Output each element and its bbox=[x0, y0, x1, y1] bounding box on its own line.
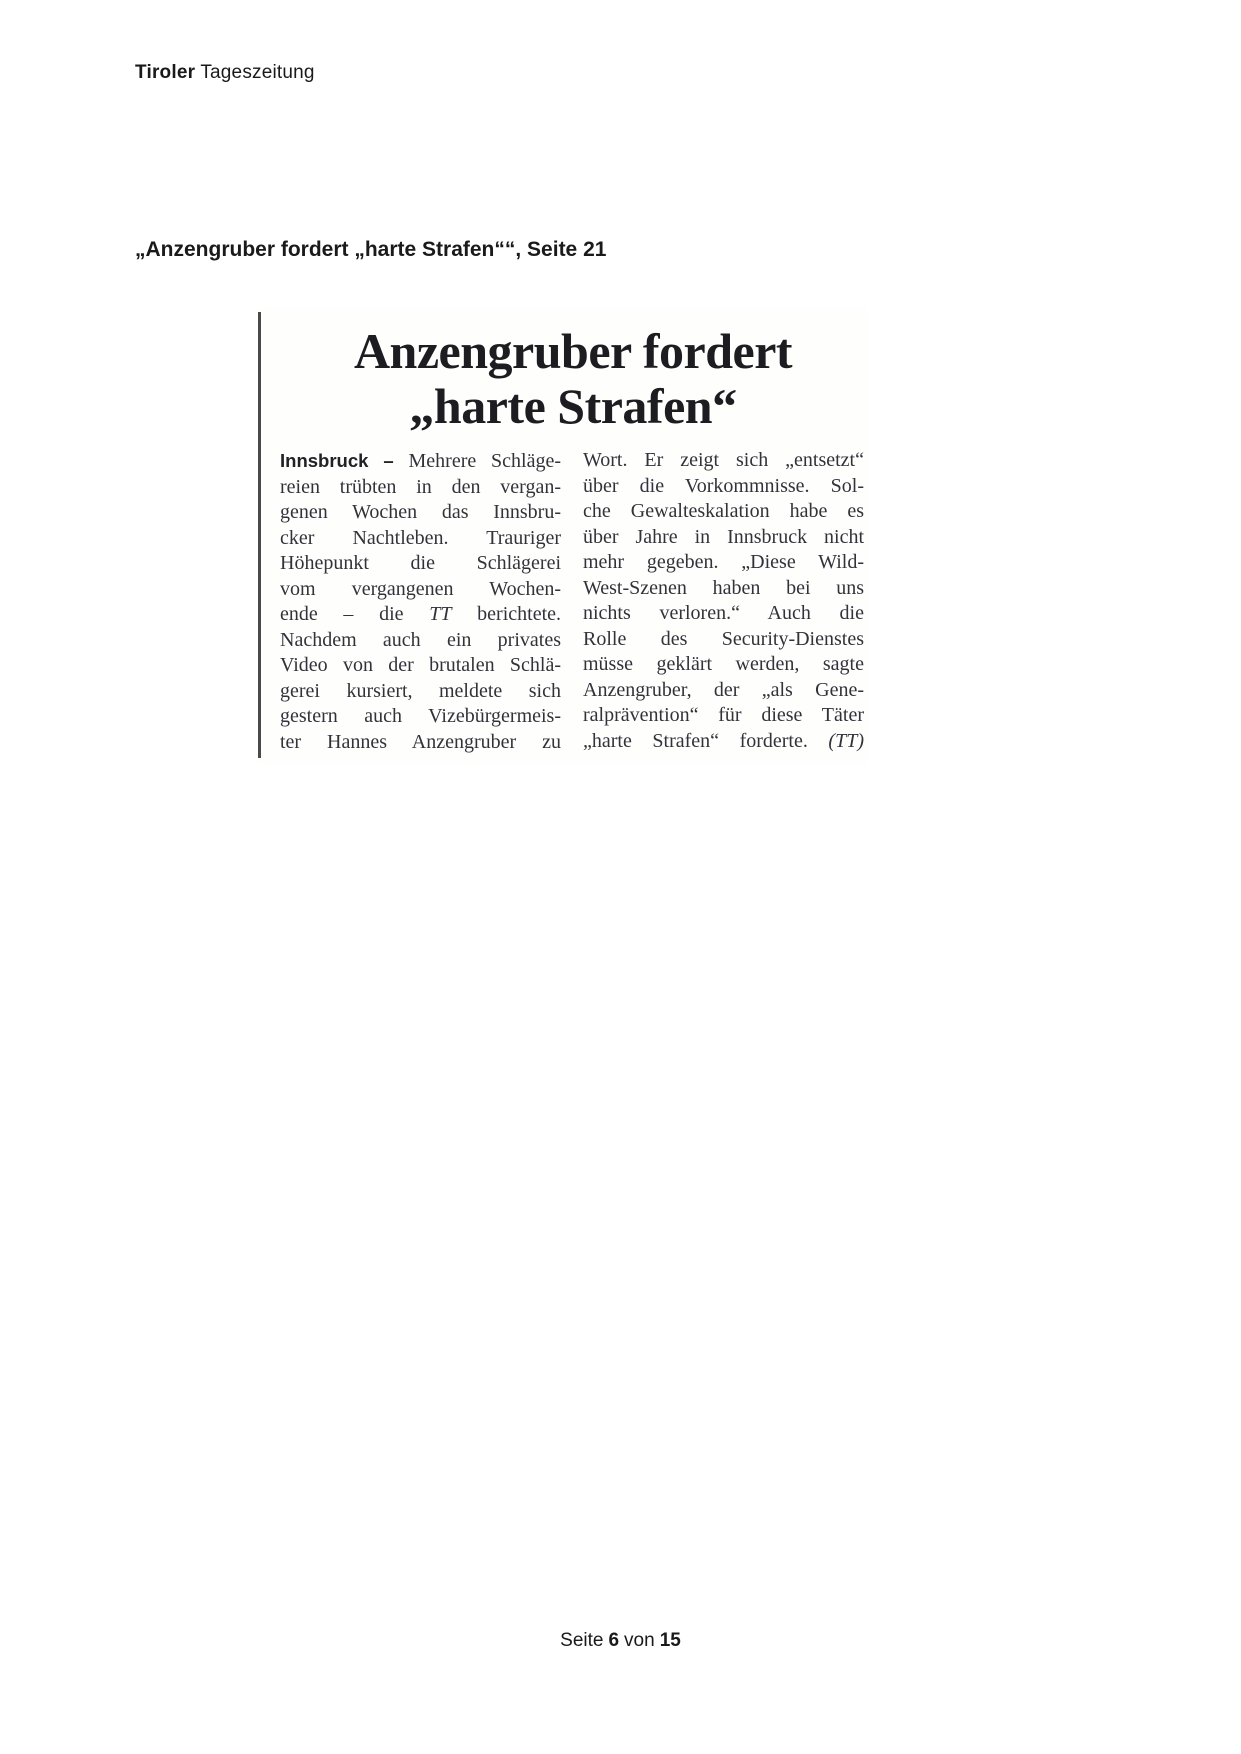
article-text-line bbox=[583, 627, 864, 653]
article-text-line bbox=[280, 448, 561, 475]
article-text-segment: Mehrere Schläge- bbox=[408, 450, 561, 472]
article-text-segment: gestern auch Vizebürgermeis- bbox=[280, 705, 561, 727]
article-column-right bbox=[583, 448, 864, 755]
article-text-line bbox=[280, 704, 561, 730]
article-columns bbox=[280, 448, 866, 755]
article-text-segment: müsse geklärt werden, sagte bbox=[583, 653, 864, 675]
article-text-line bbox=[280, 602, 561, 628]
article-text-segment: mehr gegeben. „Diese Wild- bbox=[583, 551, 864, 573]
article-text-segment: Wort. Er zeigt sich „entsetzt“ bbox=[583, 449, 864, 471]
article-text-line bbox=[583, 499, 864, 525]
footer-word-of: von bbox=[624, 1630, 655, 1651]
page-title: „Anzengruber fordert „harte Strafen““, Seite 21 bbox=[135, 238, 607, 261]
article-text-segment: „harte Strafen“ forderte. bbox=[583, 729, 829, 752]
article-text-segment: Rolle des Security-Dienstes bbox=[583, 627, 864, 650]
article-text-line bbox=[583, 576, 864, 602]
newspaper-brand bbox=[135, 62, 315, 84]
article-text-segment: nichts verloren.“ Auch die bbox=[583, 602, 864, 624]
article-dateline: Innsbruck – bbox=[280, 450, 409, 471]
article-text-line bbox=[583, 525, 864, 551]
clipping-left-rule bbox=[258, 312, 261, 758]
article-text-segment: Nachdem auch ein privates bbox=[280, 628, 561, 651]
article-text-segment: über Jahre in Innsbruck nicht bbox=[583, 525, 864, 548]
article-text-line bbox=[280, 653, 561, 679]
article-text-segment: genen Wochen das Innsbru- bbox=[280, 501, 561, 523]
article-headline-line2: „harte Strafen“ bbox=[409, 378, 737, 434]
article-text-line bbox=[583, 729, 864, 755]
article-text-line bbox=[280, 628, 561, 654]
article-text-line bbox=[583, 678, 864, 704]
article-text-segment: Video von der brutalen Schlä- bbox=[280, 654, 561, 676]
article-text-line bbox=[583, 550, 864, 576]
article-text-segment: ende – die bbox=[280, 603, 430, 625]
article-text-line bbox=[583, 652, 864, 678]
article-text-line bbox=[280, 526, 561, 552]
article-text-line bbox=[280, 577, 561, 603]
article-text-line bbox=[583, 703, 864, 729]
newspaper-clipping bbox=[258, 308, 868, 764]
footer-total-pages: 15 bbox=[659, 1630, 681, 1651]
article-text-segment: che Gewalteskalation habe es bbox=[583, 500, 864, 522]
article-text-line bbox=[280, 730, 561, 756]
footer-word-page: Seite bbox=[560, 1630, 604, 1651]
page-footer bbox=[0, 1630, 1241, 1652]
article-text-line bbox=[280, 551, 561, 577]
article-text-line bbox=[583, 474, 864, 500]
article-text-segment: vom vergangenen Wochen- bbox=[280, 577, 561, 600]
article-text-line bbox=[280, 475, 561, 501]
article-text-segment: (TT) bbox=[828, 729, 864, 752]
article-text-line bbox=[280, 500, 561, 526]
clipping-content bbox=[280, 308, 866, 755]
article-text-segment: cker Nachtleben. Trauriger bbox=[280, 526, 561, 549]
article-headline bbox=[280, 324, 866, 434]
footer-current-page: 6 bbox=[608, 1630, 620, 1651]
brand-name-bold: Tiroler bbox=[135, 62, 196, 83]
article-text-segment: Höhepunkt die Schlägerei bbox=[280, 552, 561, 574]
article-text-segment: berichtete. bbox=[451, 603, 562, 625]
article-text-segment: TT bbox=[429, 603, 452, 625]
article-text-line bbox=[280, 679, 561, 705]
article-text-line bbox=[583, 448, 864, 474]
article-text-segment: ralprävention“ für diese Täter bbox=[583, 704, 864, 726]
article-text-segment: ter Hannes Anzengruber zu bbox=[280, 730, 561, 753]
article-headline-line1: Anzengruber fordert bbox=[353, 323, 793, 379]
article-text-segment: West-Szenen haben bei uns bbox=[583, 576, 864, 599]
article-text-segment: über die Vorkommnisse. Sol- bbox=[583, 474, 864, 497]
article-text-line bbox=[583, 601, 864, 627]
article-column-left bbox=[280, 448, 561, 755]
brand-name-regular: Tageszeitung bbox=[200, 62, 315, 83]
article-text-segment: gerei kursiert, meldete sich bbox=[280, 679, 561, 702]
article-text-segment: reien trübten in den vergan- bbox=[280, 475, 561, 498]
article-text-segment: Anzengruber, der „als Gene- bbox=[583, 678, 864, 701]
